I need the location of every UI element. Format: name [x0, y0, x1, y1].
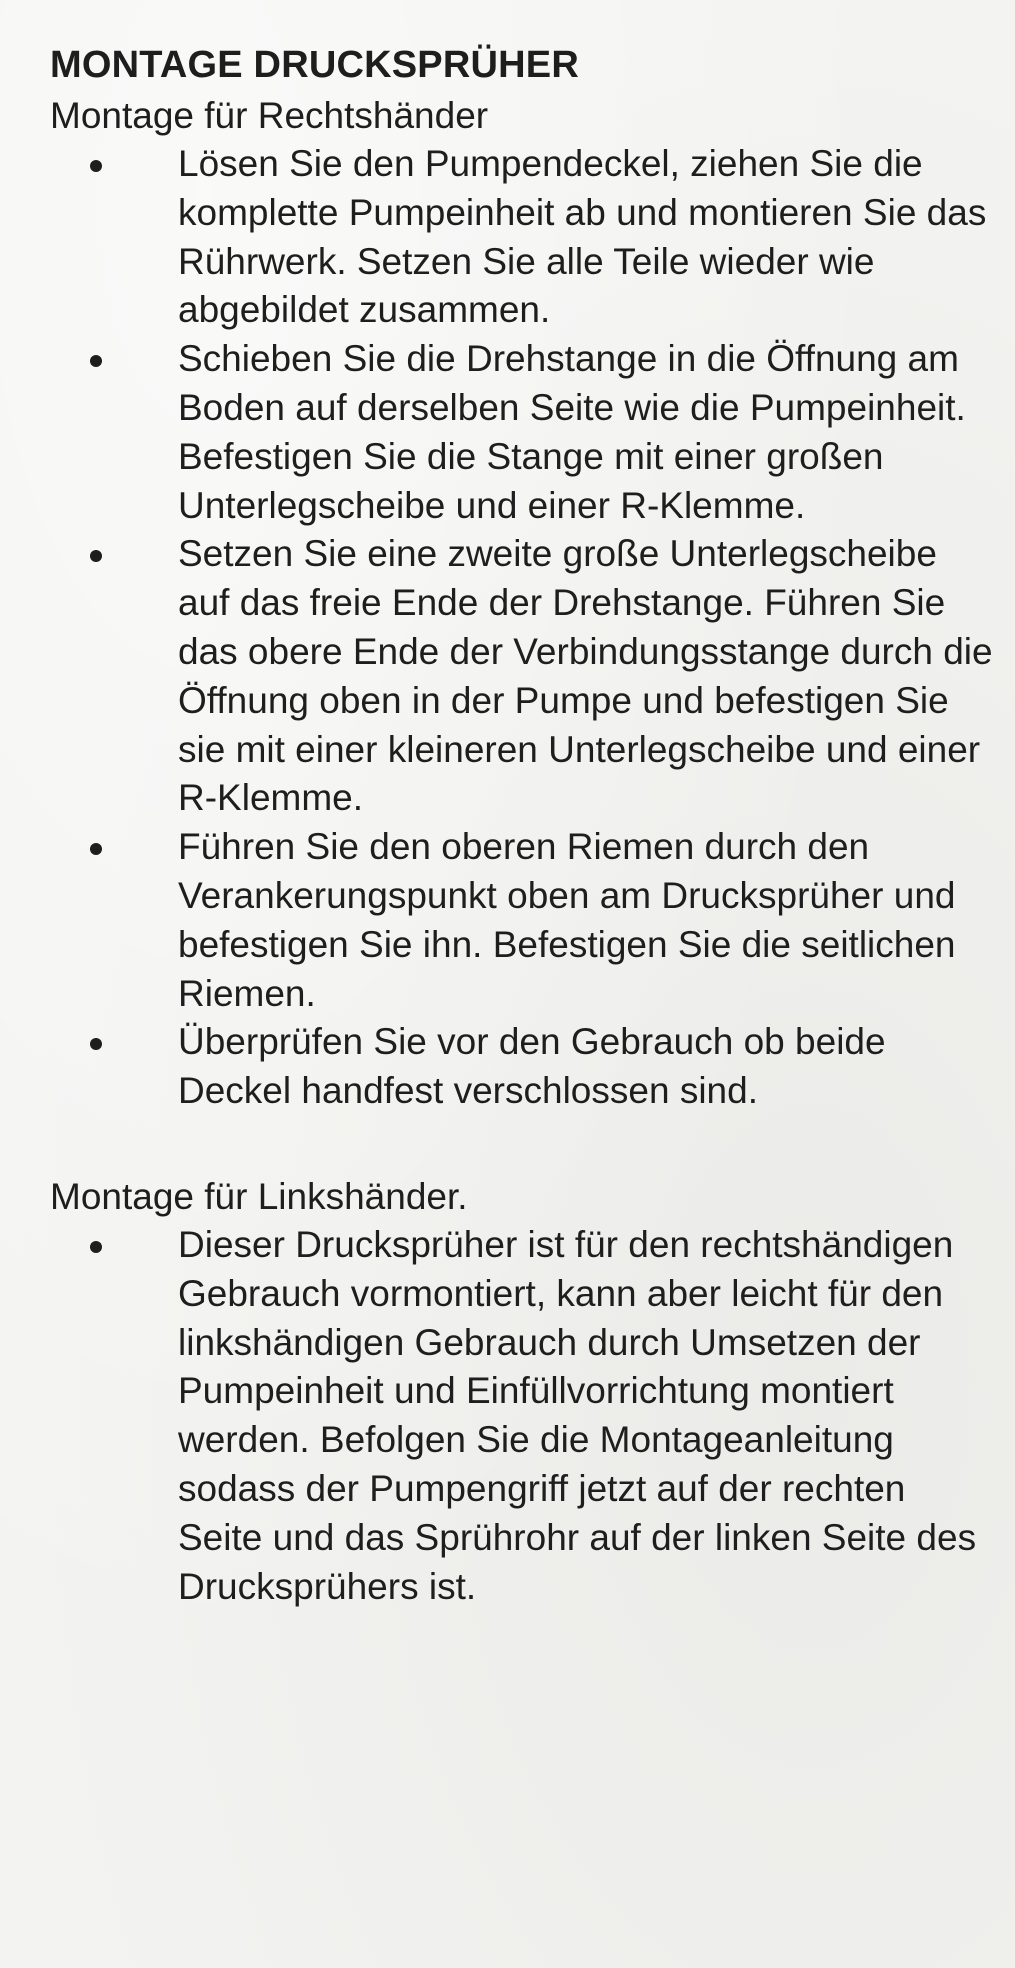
list-item-text: Führen Sie den oberen Riemen durch den Verankerungspunkt oben am Drucksprüher und befestigen Sie ihn. Befestigen Sie die seitlichen Riemen. — [178, 826, 956, 1014]
left-handed-steps — [50, 1221, 995, 1611]
list-item — [50, 140, 995, 335]
list-item — [50, 823, 995, 1018]
document-content — [50, 38, 995, 1611]
list-item — [50, 335, 995, 530]
list-item-text: Lösen Sie den Pumpendeckel, ziehen Sie die komplette Pumpeinheit ab und montieren Sie das Rührwerk. Setzen Sie alle Teile wieder wie abgebildet zusammen. — [178, 143, 987, 331]
bullet-icon — [90, 1241, 102, 1253]
document-title: MONTAGE DRUCKSPRÜHER — [50, 44, 579, 86]
list-item — [50, 530, 995, 823]
list-item-text: Setzen Sie eine zweite große Unterlegscheibe auf das freie Ende der Drehstange. Führen Sie das obere Ende der Verbindungsstange durch die Öffnung oben in der Pumpe und befestigen Sie sie mit einer kleineren Unterlegscheibe und einer R-Klemme. — [178, 533, 993, 819]
bullet-icon — [90, 843, 102, 855]
bullet-icon — [90, 160, 102, 172]
bullet-icon — [90, 1038, 102, 1050]
list-item — [50, 1221, 995, 1611]
list-item-text: Überprüfen Sie vor den Gebrauch ob beide Deckel handfest verschlossen sind. — [178, 1021, 886, 1112]
section-heading-right-handed: Montage für Rechtshänder — [50, 95, 489, 136]
bullet-icon — [90, 550, 102, 562]
list-item — [50, 1018, 995, 1116]
section-heading-left-handed: Montage für Linkshänder. — [50, 1175, 468, 1217]
bullet-icon — [90, 355, 102, 367]
list-item-text: Schieben Sie die Drehstange in die Öffnung am Boden auf derselben Seite wie die Pumpeinheit. Befestigen Sie die Stange mit einer großen Unterlegscheibe und einer R-Klemme. — [178, 338, 966, 526]
right-handed-steps — [50, 140, 995, 1116]
list-item-text: Dieser Drucksprüher ist für den rechtshändigen Gebrauch vormontiert, kann aber leicht für den linkshändigen Gebrauch durch Umsetzen der Pumpeinheit und Einfüllvorrichtung montiert werden. Befolgen Sie die Montageanleitung sodass der Pumpengriff jetzt auf der rechten Seite und das Sprührohr auf der linken Seite des Drucksprühers ist. — [178, 1223, 977, 1607]
